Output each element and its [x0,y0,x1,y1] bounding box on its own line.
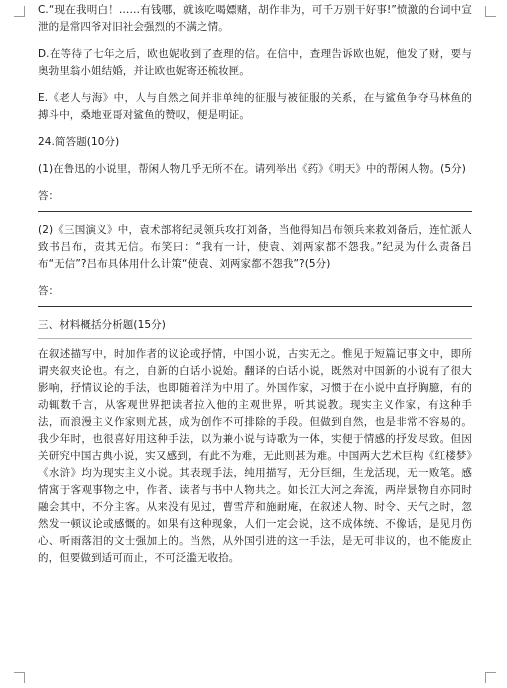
crop-mark-bottom-right [485,672,496,683]
answer-label-2: 答： [38,285,59,297]
exam-page [38,2,472,567]
crop-mark-top-right [485,6,496,17]
section-3-passage: 在叙述描写中，时加作者的议论或抒情，中国小说，古实无之。惟见于短篇记事文中，即所谓夹叙夹论也。有之，自新的白话小说始。翻译的白话小说，既然对中国新的小说有了很大影响，抒情议论的手法，也即随着洋为中用了。外国作家，习惯于在小说中直抒胸臆，有的动辄数千言，从客观世界把读者拉入他的主观世界，听其说教。现实主义作家，有这种手法，而浪漫主义作家则尤甚，成为创作不可排除的手段。但做到自然，也是非常不容易的。我少年时，也很喜好用这种手法，以为兼小说与诗歌为一体，实便于情感的抒发尽致。但因关研究中国古典小说，实又感到，有此不为难，无此则甚为难。中国两大艺术巨构《红楼梦》《水浒》均为现实主义小说。其表现手法，纯用描写，无分巨细，生龙活现，无一败笔。感情寓于客观事物之中，作者、读者与书中人物共之。如长江大河之奔流，两岸景物自亦同时融会其中，不分主客。从来没有见过，曹雪芹和施耐庵，在叙述人物、时令、天气之时，忽然发一顿议论或感慨的。如果有这种现象，人们一定会说，这不成体统、不像话，是见月伤心、听雨落泪的文士强加上的。当然，从外国引进的这一手法，是无可非议的，也不能废止的，但要做到适可而止，不可泛滥无收拾。 [38,348,472,564]
crop-mark-top-left [14,6,25,17]
option-e: E.《老人与海》中，人与自然之间并非单纯的征服与被征服的关系，在与鲨鱼争夺马林鱼的搏斗中，桑地亚哥对鲨鱼的赞叹，便是明证。 [38,92,472,121]
section-3-heading: 三、材料概括分析题(15分) [38,319,166,331]
option-c: C.“现在我明白！……有钱哪，就该吃喝嫖赌，胡作非为，可千万别干好事!”愤激的台词中宣泄的是常四爷对旧社会强烈的不满之情。 [38,4,472,33]
answer-label-1: 答： [38,190,59,202]
question-24-sub1: (1)在鲁迅的小说里，帮闲人物几乎无所不在。请列举出《药》《明天》中的帮闲人物。(5分) [38,163,466,175]
crop-mark-bottom-left [14,672,25,683]
question-24-heading: 24.简答题(10分) [38,136,120,148]
question-24-sub2: (2)《三国演义》中，袁术部将纪灵领兵攻打刘备，当他得知吕布领兵来救刘备后，连忙派人致书吕布，责其无信。布笑曰：“我有一计，使袁、刘两家都不怨我。”纪灵为什么责备吕布“无信”?吕布具体用什么计策“使袁、刘两家都不怨我”?(5分) [38,224,472,270]
option-d: D.在等待了七年之后，欧也妮收到了查理的信。在信中，查理告诉欧也妮，他发了财，要与奥勃里翁小姐结婚，并让欧也妮寄还梳妆匣。 [38,48,472,77]
